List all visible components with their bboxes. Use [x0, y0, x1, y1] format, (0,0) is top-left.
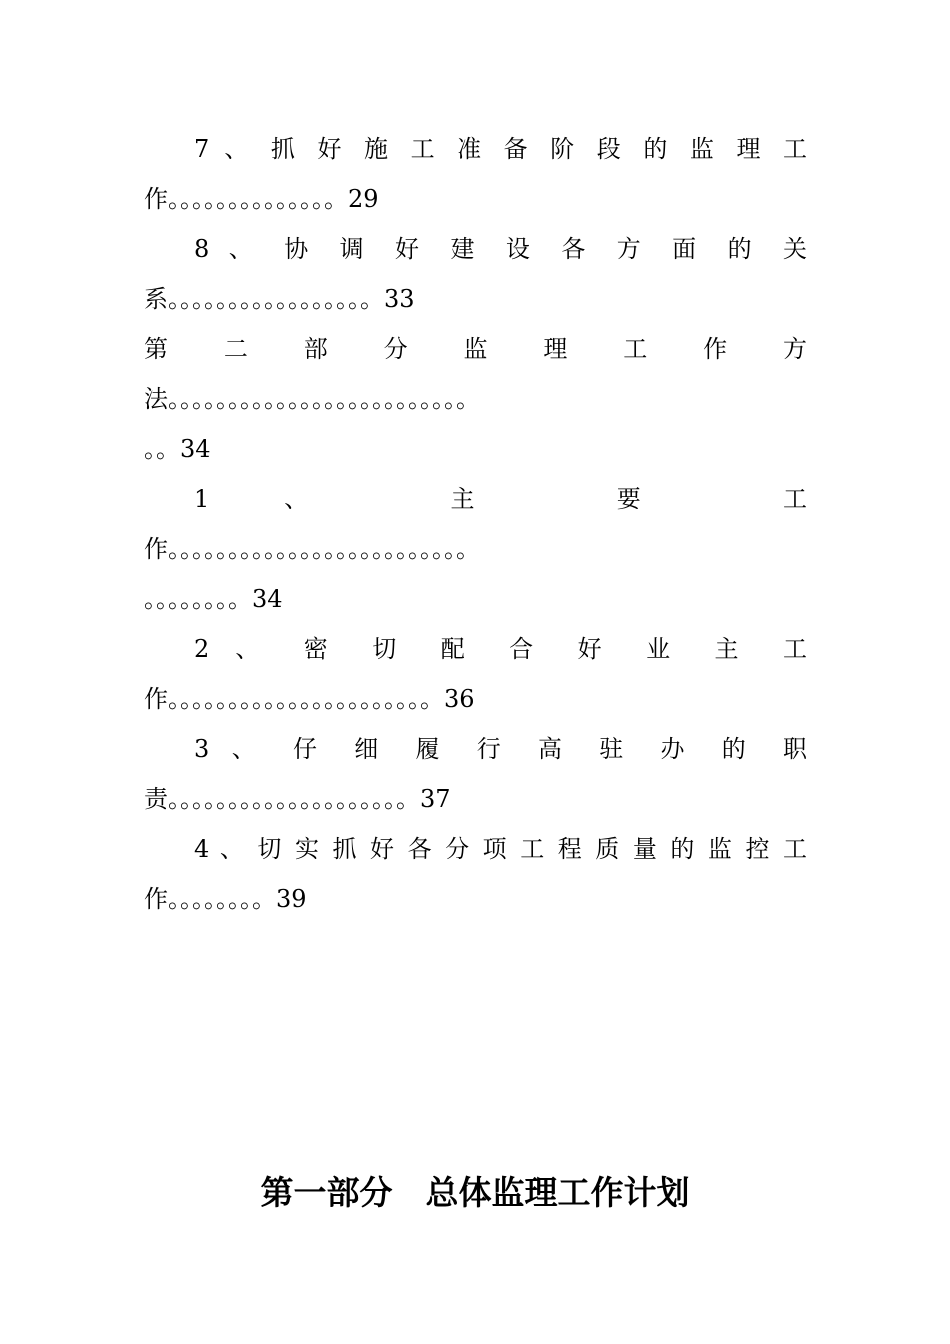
- toc-entry-3: 3 、 仔 细 履 行 高 驻 办 的 职: [194, 735, 807, 763]
- toc-part-2-leader-cont: 。。34: [144, 435, 211, 463]
- toc-entry-1: 1 、 主 要 工: [194, 485, 807, 513]
- table-of-contents: [144, 124, 807, 924]
- toc-entry-4: 4 、 切 实 抓 好 各 分 项 工 程 质 量 的 监 控 工: [194, 835, 807, 863]
- toc-entry-1-leader-cont: 。。。。。。。。34: [144, 585, 283, 613]
- toc-entry-8: 8 、 协 调 好 建 设 各 方 面 的 关: [194, 235, 807, 263]
- section-title: 第一部分 总体监理工作计划: [260, 1173, 690, 1212]
- toc-part-2: 第 二 部 分 监 理 工 作 方: [144, 335, 807, 363]
- toc-entry-2-leader: 作。。。。。。。。。。。。。。。。。。。。。。36: [144, 685, 475, 713]
- toc-entry-7-leader: 作。。。。。。。。。。。。。。29: [144, 185, 379, 213]
- toc-entry-1-leader: 作。。。。。。。。。。。。。。。。。。。。。。。。。: [144, 535, 480, 563]
- toc-entry-7: 7 、 抓 好 施 工 准 备 阶 段 的 监 理 工: [194, 135, 807, 163]
- toc-entry-4-leader: 作。。。。。。。。39: [144, 885, 307, 913]
- toc-entry-8-leader: 系。。。。。。。。。。。。。。。。。33: [144, 285, 415, 313]
- toc-entry-3-leader: 责。。。。。。。。。。。。。。。。。。。。37: [144, 785, 451, 813]
- toc-part-2-leader: 法。。。。。。。。。。。。。。。。。。。。。。。。。: [144, 385, 480, 413]
- toc-entry-2: 2 、 密 切 配 合 好 业 主 工: [194, 635, 807, 663]
